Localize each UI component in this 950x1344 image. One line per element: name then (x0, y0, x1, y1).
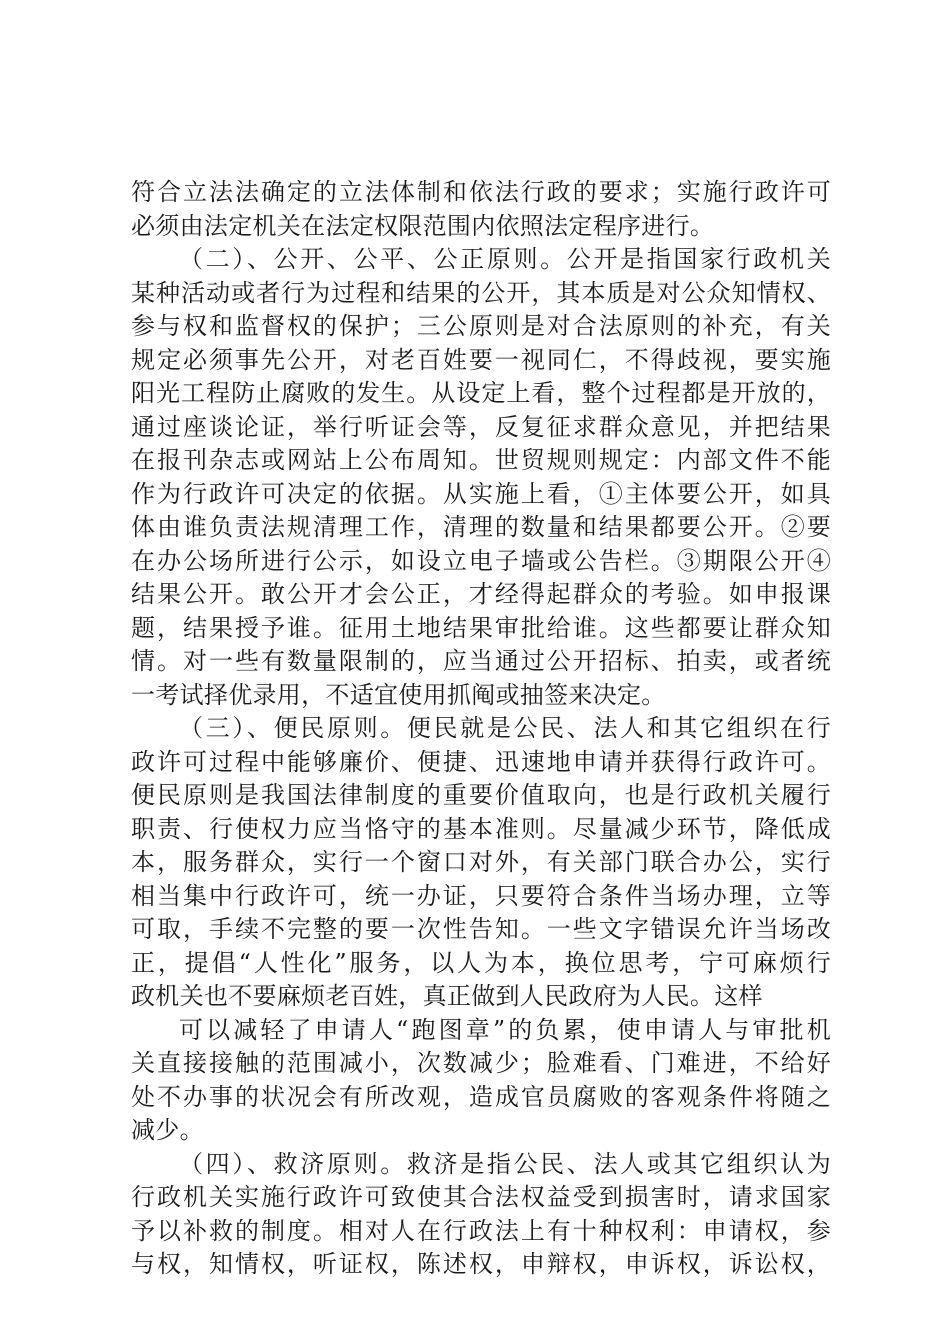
text-line: 减少。 (131, 1116, 204, 1144)
text-line: 体由谁负责法规清理工作，清理的数量和结果都要公开。②要 (131, 513, 831, 541)
text-line: 相当集中行政许可，统一办证，只要符合条件当场办理，立等 (131, 881, 831, 910)
text-line: 便民原则是我国法律制度的重要价值取向，也是行政机关履行 (131, 781, 831, 809)
text-line: 职责、行使权力应当恪守的基本准则。尽量减少环节，降低成 (131, 814, 831, 843)
text-line: 结果公开。敢公开才会公正，才经得起群众的考验。如申报课 (131, 580, 831, 608)
text-line: 规定必须事先公开，对老百姓要一视同仁，不得歧视，要实施 (131, 345, 831, 374)
text-line: 符合立法法确定的立法体制和依法行政的要求；实施行政许可 (131, 178, 831, 206)
text-line: 政许可过程中能够廉价、便捷、迅速地申请并获得行政许可。 (131, 747, 831, 776)
text-line: 在办公场所进行公示，如设立电子墙或公告栏。③期限公开④ (131, 546, 831, 575)
text-line: 一考试择优录用，不适宜使用抓阄或抽签来决定。 (131, 680, 666, 709)
text-line: 与权，知情权，听证权，陈述权，申辩权，申诉权，诉讼权， (131, 1250, 831, 1278)
text-line: 政机关也不要麻烦老百姓，真正做到人民政府为人民。这样 (131, 982, 763, 1010)
text-line: 在报刊杂志或网站上公布周知。世贸规则规定：内部文件不能 (131, 446, 831, 474)
text-line: 通过座谈论证，举行听证会等，反复征求群众意见，并把结果 (131, 412, 831, 441)
text-line: （四）、救济原则。救济是指公民、法人或其它组织认为 (179, 1149, 831, 1178)
text-line: 阳光工程防止腐败的发生。从设定上看，整个过程都是开放的， (131, 379, 831, 407)
text-line: 必须由法定机关在法定权限范围内依照法定程序进行。 (131, 211, 715, 240)
text-line: 可取，手续不完整的要一次性告知。一些文字错误允许当场改 (131, 915, 831, 943)
text-line: 正，提倡“人性化”服务，以人为本，换位思考，宁可麻烦行 (131, 948, 831, 977)
text-line: （三）、便民原则。便民就是公民、法人和其它组织在行 (179, 714, 831, 742)
text-line: 某种活动或者行为过程和结果的公开，其本质是对公众知情权、 (131, 278, 831, 307)
text-line: 参与权和监督权的保护；三公原则是对合法原则的补充，有关 (131, 312, 831, 340)
text-line: 关直接接触的范围减小，次数减少；脸难看、门难进，不给好 (131, 1049, 831, 1077)
text-line: 作为行政许可决定的依据。从实施上看，①主体要公开，如具 (131, 479, 831, 508)
text-line: 情。对一些有数量限制的，应当通过公开招标、拍卖，或者统 (131, 647, 831, 675)
text-line: （二）、公开、公平、公正原则。公开是指国家行政机关 (179, 245, 831, 273)
text-line: 可以减轻了申请人“跑图章”的负累，使申请人与审批机 (179, 1015, 831, 1044)
text-line: 题，结果授予谁。征用土地结果审批给谁。这些都要让群众知 (131, 613, 831, 642)
body-text (131, 176, 831, 1282)
text-line: 行政机关实施行政许可致使其合法权益受到损害时，请求国家 (131, 1183, 831, 1211)
text-line: 予以补救的制度。相对人在行政法上有十种权利：申请权，参 (131, 1216, 831, 1245)
text-line: 处不办事的状况会有所改观，造成官员腐败的客观条件将随之 (131, 1082, 831, 1111)
text-line: 本，服务群众，实行一个窗口对外，有关部门联合办公，实行 (131, 848, 831, 876)
